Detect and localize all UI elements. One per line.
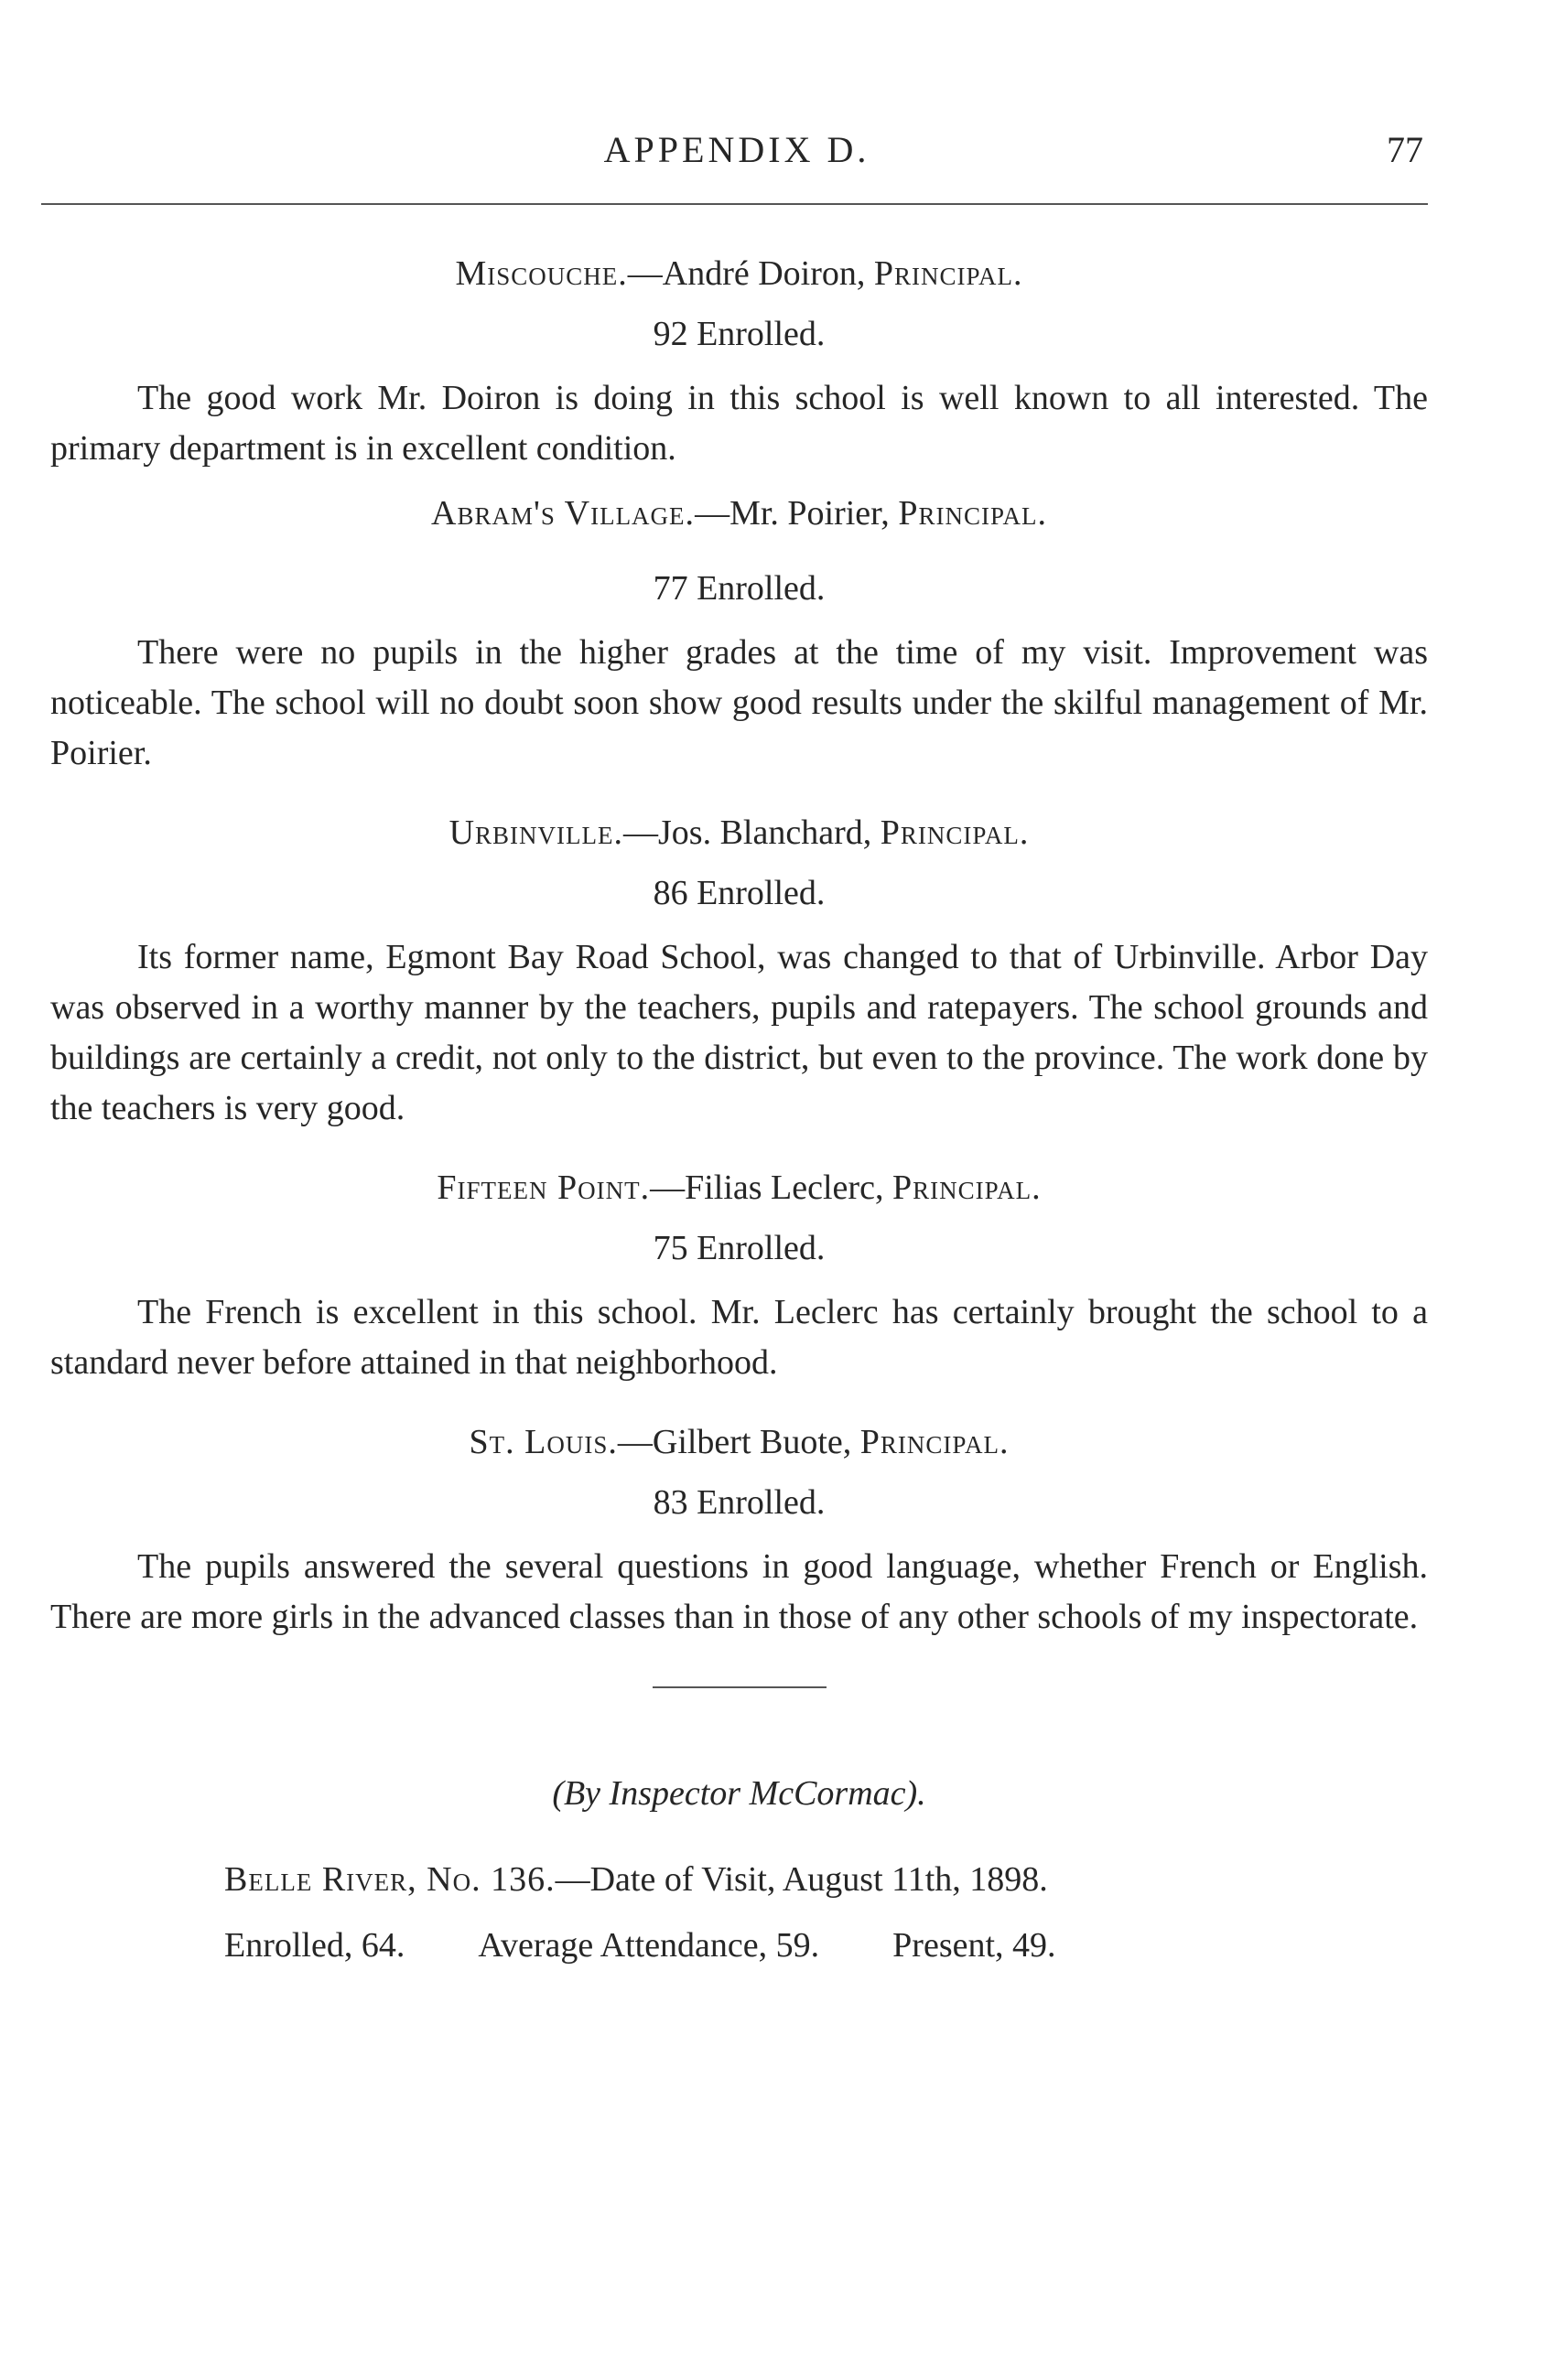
section-paragraph: The pupils answered the several questions in good language, whether French or English. There are more girls in the advanced classes than in those of any other schools of my inspectorate. [50, 1547, 1428, 1636]
page-number: 77 [1387, 129, 1423, 170]
section-paragraph: There were no pupils in the higher grades at the time of my visit. Improvement was noticeable. The school will no doubt soon show good results under the skilful management of Mr. Poirier. [50, 633, 1428, 772]
principal-name: —Mr. Poirier, [695, 494, 899, 533]
principal-name: —André Doiron, [627, 254, 874, 293]
school-name: Fifteen Point. [437, 1168, 651, 1207]
body-text [50, 247, 1428, 1972]
enrolled-count: 77 Enrolled. [653, 569, 826, 608]
principal-name: —Filias Leclerc, [650, 1168, 892, 1207]
enrolled-count: 92 Enrolled. [653, 315, 826, 353]
visit-line [50, 1853, 1428, 1906]
section-paragraph: The French is excellent in this school. Mr. Leclerc has certainly brought the school to a standard never before attained in that neighborhood. [50, 1293, 1428, 1382]
running-head [50, 128, 1423, 183]
section-heading-urbinville [50, 806, 1428, 859]
present-stat: Present, 49. [892, 1926, 1056, 1965]
average-attendance-stat: Average Attendance, 59. [478, 1926, 820, 1965]
principal-name: —Gilbert Buote, [617, 1423, 860, 1461]
section-divider-rule [653, 1686, 827, 1688]
school-name: Abram's Village. [431, 494, 696, 533]
enrolled-count: 86 Enrolled. [653, 874, 826, 912]
principal-role: Principal. [873, 254, 1023, 293]
section-paragraph: Its former name, Egmont Bay Road School, was changed to that of Urbinville. Arbor Day was observed in a worthy manner by the teachers, pupils and ratepayers. The school grounds and buildings are certainly a credit, not only to the district, but even to the province. The work done by the teachers is very good. [50, 938, 1428, 1127]
school-name: Miscouche. [455, 254, 628, 293]
principal-role: Principal. [880, 813, 1030, 852]
enrolled-stat: Enrolled, 64. [224, 1926, 405, 1965]
principal-role: Principal. [859, 1423, 1010, 1461]
enrolled-count: 83 Enrolled. [653, 1483, 826, 1522]
principal-name: —Jos. Blanchard, [623, 813, 881, 852]
visit-school: Belle River, No. 136. [224, 1860, 556, 1899]
school-name: Urbinville. [448, 813, 623, 852]
visit-date: —Date of Visit, August 11th, 1898. [555, 1860, 1048, 1899]
section-heading-abrams-village [50, 487, 1428, 540]
section-paragraph: The good work Mr. Doiron is doing in this school is well known to all interested. The primary department is in excellent condition. [50, 379, 1428, 468]
running-title: APPENDIX D. [603, 129, 870, 170]
principal-role: Principal. [898, 494, 1047, 533]
principal-role: Principal. [891, 1168, 1042, 1207]
inspector-byline: (By Inspector McCormac). [552, 1774, 926, 1813]
school-name: St. Louis. [469, 1423, 618, 1461]
section-heading-fifteen-point [50, 1161, 1428, 1214]
enrolled-count: 75 Enrolled. [653, 1229, 826, 1267]
section-heading-miscouche [50, 247, 1428, 300]
section-heading-st-louis [50, 1416, 1428, 1469]
header-rule [41, 203, 1428, 205]
attendance-stats [50, 1919, 1428, 1972]
